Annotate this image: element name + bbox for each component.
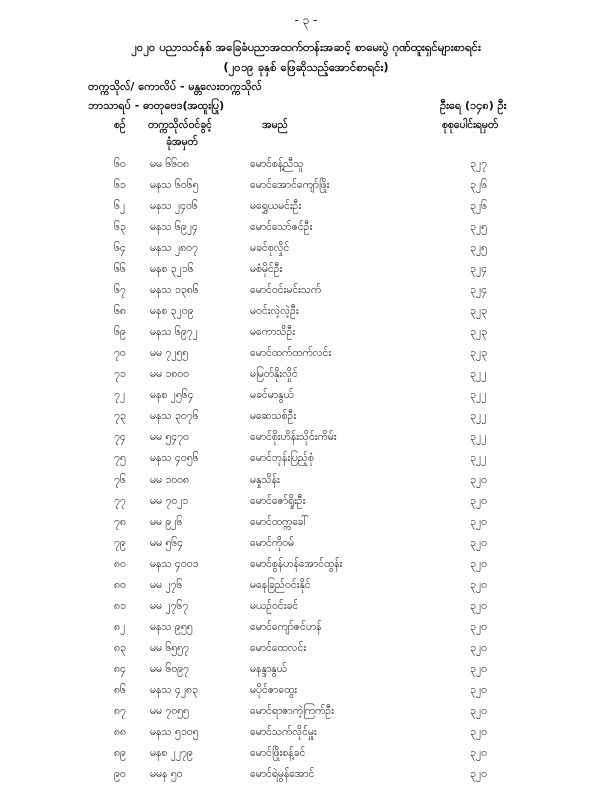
table-row xyxy=(0,368,612,384)
row-name: မနန္ဒာနွယ် xyxy=(250,663,287,675)
document-title: ၂၀၂၀ ပညာသင်နှစ် အခြေခံပညာအထက်တန်းအဆင့် စာမေးပွဲ ဂုဏ်ထူးရှင်များစာရင်း xyxy=(131,40,481,54)
row-reg: မနစ ၂၂၇၉ xyxy=(150,747,193,759)
row-no: ၈၀ xyxy=(114,558,126,570)
row-name: မောင်ထေလင်း xyxy=(250,642,307,654)
table-row xyxy=(0,263,612,279)
row-reg: မနသ ၆၉၂၄ xyxy=(150,221,198,233)
table-row xyxy=(0,600,612,616)
row-reg: မနသ ၄၀၀၁ xyxy=(150,558,199,570)
column-header-no: စဉ် xyxy=(114,119,126,131)
row-mark: ၃၂၀ xyxy=(470,642,487,654)
row-reg: မနသ ၆၀၆၅ xyxy=(150,179,199,191)
row-name: မမြတ်နိုးလှိုင် xyxy=(250,368,298,380)
table-row xyxy=(0,410,612,426)
row-name: မရွှေယမင်းဦး xyxy=(250,200,302,212)
row-mark: ၃၂၀ xyxy=(470,495,487,507)
row-reg: မမ ၇၀၂၁ xyxy=(150,495,189,507)
table-row xyxy=(0,431,612,447)
row-reg: မမ ၅၄၇၀ xyxy=(150,431,189,443)
row-no: ၈၉ xyxy=(114,747,126,759)
row-name: မောင်ထက်ထက်လင်း xyxy=(250,347,332,359)
row-reg: မနသ ၄၂၈၃ xyxy=(150,684,198,696)
row-mark: ၃၂၀ xyxy=(470,684,487,696)
row-name: မောင်စိုးဟိန်းသိုင်းကိမ်း xyxy=(250,431,337,443)
row-mark: ၃၂၀ xyxy=(470,537,487,549)
row-mark: ၃၂၀ xyxy=(470,474,487,486)
row-mark: ၃၂၆ xyxy=(470,179,487,191)
row-reg: မနသ ၆၉၇၂ xyxy=(150,326,198,338)
document-subtitle: (၂၀၁၉ ခုနှစ် ဖြေဆိုသည့်အောင်စာရင်း) xyxy=(223,60,389,74)
column-header-name: အမည် xyxy=(262,119,288,131)
row-reg: မနစ ၃၂၀၉ xyxy=(150,305,194,317)
row-name: မောင်ဘုန်းပြည့်စုံ xyxy=(250,452,314,464)
row-name: မပိုင်ဇာထွေး xyxy=(250,684,297,696)
table-row xyxy=(0,642,612,658)
row-mark: ၃၂၃ xyxy=(470,326,487,338)
row-reg: မမန ၅၀ xyxy=(150,768,183,780)
row-no: ၉၀ xyxy=(114,768,126,780)
subject-line: ဘာသာရပ် - ဓာတုဗေဒ(အထူးပြု) xyxy=(88,99,225,112)
row-no: ၈၇ xyxy=(114,705,126,717)
row-reg: မမ ၁၈၀၀ xyxy=(150,368,190,380)
row-mark: ၃၂၀ xyxy=(470,600,487,612)
table-row xyxy=(0,200,612,216)
table-row xyxy=(0,768,612,784)
table-row xyxy=(0,684,612,700)
table-row xyxy=(0,221,612,237)
row-no: ၆၄ xyxy=(114,242,126,254)
row-mark: ၃၂၄ xyxy=(470,284,487,296)
row-name: မကောသိဦး xyxy=(250,326,295,338)
table-row xyxy=(0,179,612,195)
row-mark: ၃၂၆ xyxy=(470,200,487,212)
table-row xyxy=(0,305,612,321)
row-no: ၆၁ xyxy=(114,179,126,191)
row-reg: မနသ ၂၄၀၆ xyxy=(150,200,198,212)
row-name: မောင်ကိုဝမ် xyxy=(250,537,295,549)
row-reg: မနစ ၂၅၆၄ xyxy=(150,389,194,401)
row-reg: မမ ၂၇၆၇ xyxy=(150,600,189,612)
row-mark: ၃၂၀ xyxy=(470,558,487,570)
row-reg: မနသ ၂၈၀၇ xyxy=(150,242,198,254)
row-mark: ၃၂၀ xyxy=(470,516,487,528)
table-row xyxy=(0,326,612,342)
table-row xyxy=(0,663,612,679)
row-reg: မနစ ၃၂၁၆ xyxy=(150,263,194,275)
row-no: ၈၃ xyxy=(114,642,126,654)
row-reg: မမ ၆၅၅၇ xyxy=(150,642,189,654)
row-name: မောင်ဇော်ရှိုးဦး xyxy=(250,495,306,507)
row-mark: ၃၂၃ xyxy=(470,347,487,359)
row-mark: ၃၂၂ xyxy=(470,368,487,380)
row-no: ၆၃ xyxy=(114,221,126,233)
table-row xyxy=(0,537,612,553)
subject-total: ဦးရေ (၁၄၈) ဦး xyxy=(440,99,507,112)
row-mark: ၃၂၀ xyxy=(470,747,487,759)
table-row xyxy=(0,347,612,363)
row-name: မောင်သော်ဇင်ဦး xyxy=(250,221,313,233)
row-reg: မမ ၅၆၄ xyxy=(150,537,184,549)
row-mark: ၃၂၀ xyxy=(470,663,487,675)
column-header-reg-sub: ခုံအမှတ် xyxy=(166,136,198,148)
table-row xyxy=(0,558,612,574)
table-row xyxy=(0,158,612,174)
row-no: ၇၃ xyxy=(114,410,126,422)
page-number: - ၃ - xyxy=(294,13,318,27)
row-name: မောင်စွန်ဟန်အောင်ထွန်း xyxy=(250,558,343,570)
table-row xyxy=(0,747,612,763)
university-line: တက္ကသိုလ်/ ကောလိပ် - မန္တလေးတက္ကသိုလ် xyxy=(88,80,262,93)
row-no: ၇၈ xyxy=(114,516,126,528)
row-mark: ၃၂၀ xyxy=(470,579,487,591)
row-no: ၆၇ xyxy=(114,284,126,296)
row-mark: ၃၂၀ xyxy=(470,768,487,780)
row-name: မောင်ရာဇာကဲ့ကြက်ဦး xyxy=(250,705,334,717)
row-reg: မမ ၂၇၆ xyxy=(150,579,183,591)
row-no: ၈၈ xyxy=(114,726,126,738)
row-name: မောင်ကျော်ဇင်ဟန် xyxy=(250,621,322,633)
table-row xyxy=(0,242,612,258)
row-reg: မနသ ၅၁၀၅ xyxy=(150,726,199,738)
row-mark: ၃၂၂ xyxy=(470,389,487,401)
row-mark: ၃၂၂ xyxy=(470,431,487,443)
table-row xyxy=(0,516,612,532)
row-mark: ၃၂၇ xyxy=(470,158,487,170)
row-no: ၈၀ xyxy=(114,579,126,591)
row-mark: ၃၂၀ xyxy=(470,726,487,738)
row-name: မခင်စုလှိုင် xyxy=(250,242,290,254)
row-no: ၆၆ xyxy=(114,263,126,275)
row-no: ၆၀ xyxy=(114,158,126,170)
table-row xyxy=(0,705,612,721)
row-reg: မနသ ၉၅၅ xyxy=(150,621,193,633)
row-name: မဝင်းလဲ့လဲ့ဦး xyxy=(250,305,299,317)
column-header-mark: စုစုပေါင်းရမှတ် xyxy=(442,119,499,131)
row-no: ၇၅ xyxy=(114,452,126,464)
row-mark: ၃၂၄ xyxy=(470,263,487,275)
row-reg: မမ ၇၂၅၅ xyxy=(150,347,189,359)
table-row xyxy=(0,474,612,490)
table-row xyxy=(0,495,612,511)
row-reg: မမ ၁၀၀၈ xyxy=(150,474,190,486)
row-no: ၆၈ xyxy=(114,305,126,317)
row-name: မောင်သက်လိုင်မှူး xyxy=(250,726,317,738)
table-row xyxy=(0,389,612,405)
table-row xyxy=(0,621,612,637)
row-name: မောင်အောင်ကျော်ဖြိုး xyxy=(250,179,330,191)
row-mark: ၃၂၅ xyxy=(470,221,487,233)
table-row xyxy=(0,284,612,300)
row-no: ၇၂ xyxy=(114,389,126,401)
table-row xyxy=(0,726,612,742)
row-name: မယဉ်ဝင်းခင် xyxy=(250,600,299,612)
row-mark: ၃၂၃ xyxy=(470,305,487,317)
row-no: ၈၆ xyxy=(114,684,126,696)
row-no: ၈၂ xyxy=(114,621,126,633)
row-mark: ၃၂၀ xyxy=(470,705,487,717)
row-no: ၈၁ xyxy=(114,600,126,612)
row-no: ၇၆ xyxy=(114,474,126,486)
row-reg: မမ ၆၀၉၇ xyxy=(150,663,189,675)
row-name: မခင်မာနွယ် xyxy=(250,389,294,401)
row-mark: ၃၂၅ xyxy=(470,242,487,254)
row-reg: မမ ၇၀၅၅ xyxy=(150,705,189,717)
row-no: ၈၄ xyxy=(114,663,126,675)
row-name: မောင်စန့်ညီသူ xyxy=(250,158,304,170)
row-reg: မနသ ၃၀၇၆ xyxy=(150,410,199,422)
row-no: ၇၁ xyxy=(114,368,126,380)
row-name: မောင်ရဲမွန်အောင် xyxy=(250,768,315,780)
row-mark: ၃၂၂ xyxy=(470,452,487,464)
row-no: ၇၇ xyxy=(114,495,126,507)
row-name: မောင်ထက္ကခေါ် xyxy=(250,516,309,528)
row-no: ၇၀ xyxy=(114,347,126,359)
row-name: မနေခြည်ဝင်းနိုင် xyxy=(250,579,311,591)
column-header-reg: တက္ကသိုလ်ဝင်ခွင့် xyxy=(148,119,212,131)
table-row xyxy=(0,579,612,595)
row-no: ၆၉ xyxy=(114,326,126,338)
row-name: မစံမိုင်ဦး xyxy=(250,263,283,275)
row-name: မောင်ဝင်းမင်းသက် xyxy=(250,284,322,296)
row-mark: ၃၂၂ xyxy=(470,410,487,422)
row-mark: ၃၂၀ xyxy=(470,621,487,633)
row-no: ၆၂ xyxy=(114,200,126,212)
table-row xyxy=(0,452,612,468)
row-reg: မနသ ၁၃၈၆ xyxy=(150,284,199,296)
row-reg: မနသ ၄၀၅၆ xyxy=(150,452,199,464)
row-no: ၇၄ xyxy=(114,431,126,443)
row-name: မဆေသစ်ဦး xyxy=(250,410,296,422)
row-reg: မမ ၉၂၆ xyxy=(150,516,183,528)
row-no: ၇၉ xyxy=(114,537,126,549)
row-reg: မမ ၆၆၀၈ xyxy=(150,158,190,170)
row-name: မနှုသိန်း xyxy=(250,474,280,486)
row-name: မောင်ဖြိုးစန့်ခင် xyxy=(250,747,306,759)
